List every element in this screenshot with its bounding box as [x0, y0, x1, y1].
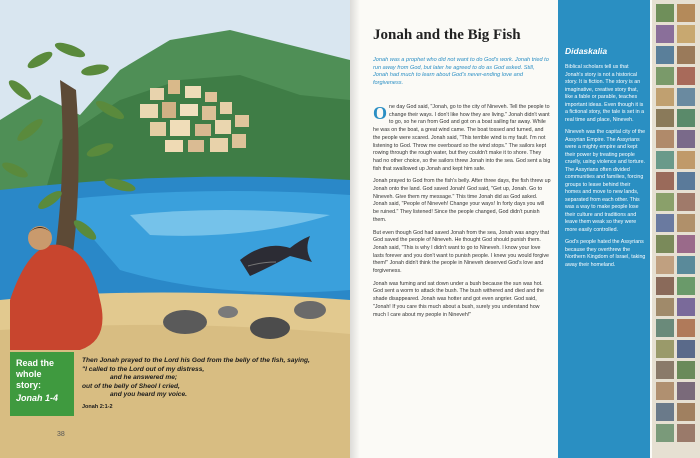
sidebar-paragraph-1: Biblical scholars tell us that Jonah's story is not a historical story. It is fiction. The story is an imaginative, creative story that, like a fable or parable, teaches important ideas. Even though it is a fictional story, the tale is set in a real time and place, Nineveh. [565, 64, 645, 123]
read-story-tab [10, 352, 74, 416]
story-intro: Jonah was a prophet who did not want to do God's work. Jonah tried to run away from God, but later he agreed to do as God asked. Still, Jonah had much to learn about God's never-ending love and forgiveness. [373, 57, 549, 86]
verse-line-2: "I called to the Lord out of my distress, [82, 365, 205, 373]
story-paragraph-2: Jonah prayed to God from the fish's belly. After three days, the fish threw up Jonah onto the land. God saved Jonah! God said, "Get up, Jonah. Go to Nineveh. Give them my message." This time Jonah did as God asked. Jonah said, "People of Nineveh! Change your ways! In forty days you will be ruined." They listened! Since the people changed, God didn't punish them. [373, 178, 551, 223]
page-gutter-shadow [350, 0, 360, 458]
story-paragraph-4: Jonah was fuming and sat down under a bush because the sun was hot. God sent a worm to attack the bush. The bush withered and died and the shade disappeared. Jonah was hotter and got even angrier. God said, "Jonah! If you care this much about a bush, surely you understand how much I care about my people in Nineveh!" [373, 280, 544, 318]
story-paragraph-3: But even though God had saved Jonah from the sea, Jonah was angry that God saved the people of Nineveh. He thought God should punish them. Jonah said, "This is why I didn't want to go to Nineveh. I know your love lasts forever and you don't want to punish people. I knew you would forgive them!" Jonah didn't think the people in Nineveh deserved God's love and forgiveness. [373, 229, 550, 275]
sidebar-title: Didaskalia [565, 46, 608, 56]
sidebar-paragraph-3: God's people hated the Assyrians because they overthrew the Northern Kingdom of Israel, taking away their homeland. [565, 239, 646, 268]
scripture-verse [82, 357, 342, 412]
story-paragraph-1: One day God said, "Jonah, go to the city of Nineveh. Tell the people to change their ways. I don't like how they are living." Jonah didn't want to go, so he ran from God and got on a boat sailing far away. While he was on the boat, a great wind came. The boat tossed and turned, and the people were scared. Jonah said, "This terrible wind is my fault. I'm not listening to God. Throw me overboard so the wind stops." The sailors kept rowing through the rough water, but they couldn't make it to shore. They had no other choice, so the sailors threw Jonah into the sea. God sent a big fish that swallowed up Jonah and kept him safe. [373, 103, 551, 172]
sidebar-text [565, 64, 647, 274]
tab-line1: Read the [16, 358, 55, 368]
verse-line-5: and you heard my voice. [110, 391, 187, 399]
story-body [373, 104, 551, 324]
tab-line2: whole story: [16, 369, 42, 390]
drop-cap: O [373, 103, 388, 123]
tab-reference: Jonah 1-4 [16, 393, 59, 403]
verse-line-1: Then Jonah prayed to the Lord his God from the belly of the fish, saying, [82, 357, 310, 364]
verse-line-4: out of the belly of Sheol I cried, [82, 382, 180, 390]
sidebar-paragraph-2: Nineveh was the capital city of the Assyrian Empire. The Assyrians were a mighty empire and kept their power by treating people cruelly, using violence and torture. The Assyrians often divided communities and families, forcing groups to leave behind their homes and move to new lands, separated from each other. This was a way to make people lose their culture and traditions and leave them weak so they were more easily controlled. [565, 129, 646, 233]
verse-reference: Jonah 2:1-2 [82, 403, 113, 410]
story-title: Jonah and the Big Fish [373, 27, 521, 43]
thumbnail-strip [652, 0, 700, 458]
verse-line-3: and he answered me; [110, 374, 178, 382]
page-number-left: 38 [57, 431, 65, 438]
